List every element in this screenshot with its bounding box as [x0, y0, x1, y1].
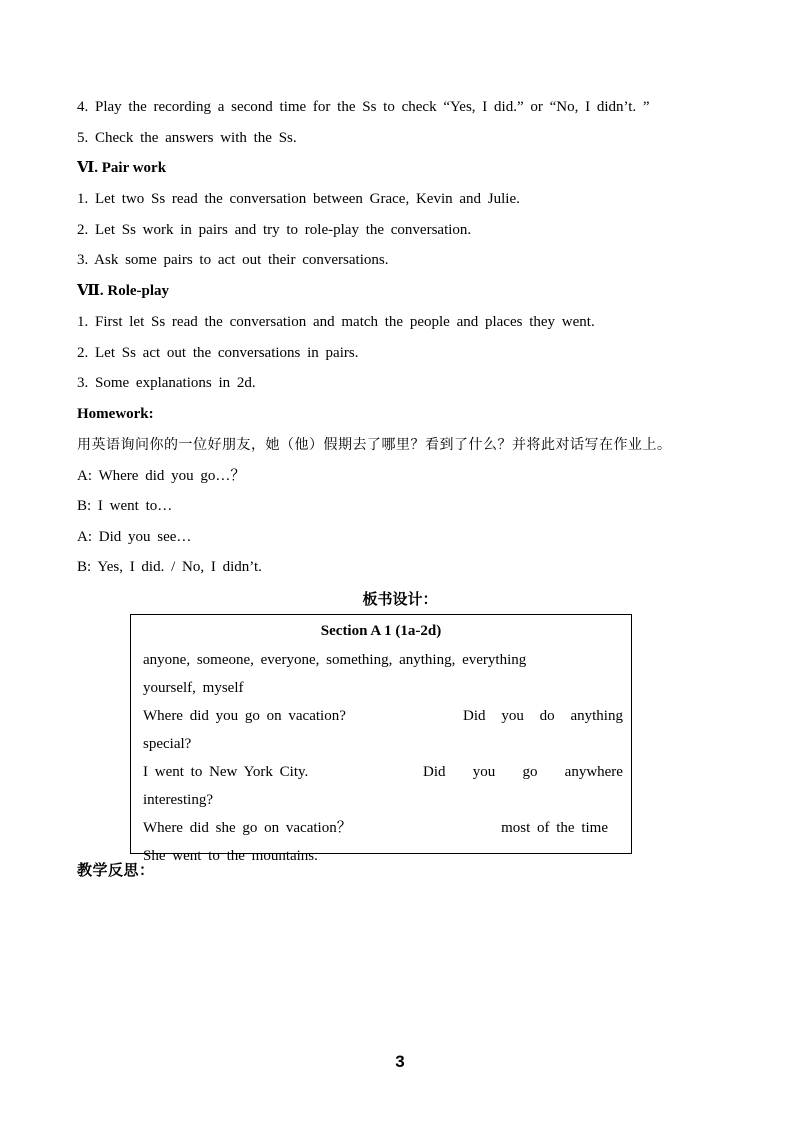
word: go [522, 764, 538, 780]
board-phrase-most-of-time: most of the time [501, 820, 608, 836]
section-pair-work-heading: Ⅵ. Pair work [77, 160, 167, 176]
role-step-1: 1. First let Ss read the conversation and match the people and places they went. [77, 314, 595, 330]
dialog-b2: B: Yes, I did. / No, I didn’t. [77, 559, 262, 575]
pair-step-2: 2. Let Ss work in pairs and try to role-play the conversation. [77, 222, 472, 238]
board-row-6: interesting? [143, 792, 213, 808]
board-row-reflexives: yourself, myself [143, 680, 244, 696]
word: anywhere [564, 764, 623, 780]
board-a-new-york: I went to New York City. [143, 764, 309, 780]
pair-step-3: 3. Ask some pairs to act out their conversations. [77, 252, 389, 268]
word: do [539, 708, 555, 724]
dialog-a2: A: Did you see… [77, 529, 192, 545]
board-design-box [130, 614, 632, 864]
teaching-reflection-heading: 教学反思： [77, 861, 155, 879]
board-q-where-she: Where did she go on vacation？ [143, 820, 352, 836]
board-title: Section A 1 (1a-2d) [320, 623, 442, 639]
board-row-7 [143, 818, 623, 838]
step-4: 4. Play the recording a second time for the Ss to check “Yes, I did.” or “No, I didn’t. ” [77, 99, 650, 115]
board-design-heading: 板书设计： [362, 590, 438, 608]
homework-heading: Homework: [77, 406, 154, 422]
page-number: 3 [395, 1052, 405, 1071]
board-row-4: special? [143, 736, 192, 752]
homework-instruction: 用英语询问你的一位好朋友，她（他）假期去了哪里？看到了什么？并将此对话写在作业上。 [77, 437, 672, 453]
dialog-b1: B: I went to… [77, 498, 173, 514]
section-role-play-heading: Ⅶ. Role-play [77, 283, 170, 299]
word: anything [570, 708, 623, 724]
board-q-did-you-go [423, 762, 623, 782]
board-row-pronouns: anyone, someone, everyone, something, anything, everything [143, 652, 527, 668]
word: you [501, 708, 524, 724]
pair-step-1: 1. Let two Ss read the conversation between Grace, Kevin and Julie. [77, 191, 520, 207]
step-5: 5. Check the answers with the Ss. [77, 130, 297, 146]
board-row-8-cut: She went to the mountains. [143, 848, 318, 864]
dialog-a1: A: Where did you go…？ [77, 468, 246, 484]
board-q-where-you: Where did you go on vacation? [143, 708, 346, 724]
board-row-5 [143, 762, 623, 782]
word: you [472, 764, 496, 780]
board-row-3 [143, 706, 623, 726]
word: Did [463, 708, 486, 724]
role-step-2: 2. Let Ss act out the conversations in pairs. [77, 345, 359, 361]
role-step-3: 3. Some explanations in 2d. [77, 375, 256, 391]
word: Did [423, 764, 446, 780]
board-q-did-you-do [463, 706, 623, 726]
